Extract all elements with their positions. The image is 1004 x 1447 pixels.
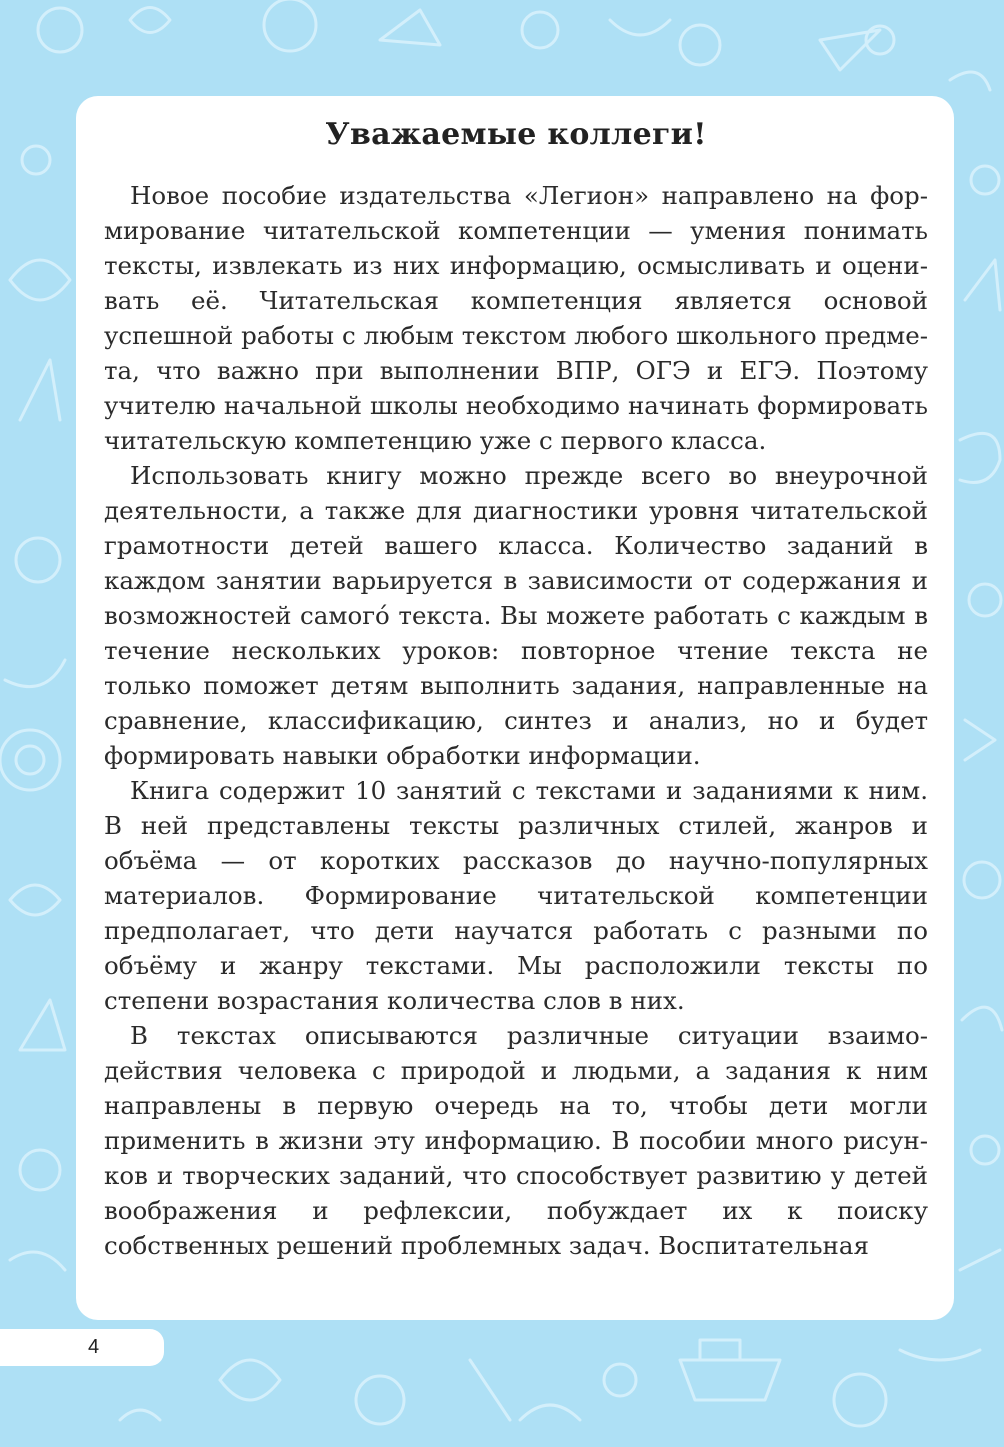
paragraph-intro: Новое пособие издательства «Легион» направлено на формирование читательской компетенции — умения понимать тексты, извлекать из них информацию, осмысливать и оценивать её. Читательская компетенция является основой успешной работы с любым текстом любого школьного предмета, что важно при выполнении ВПР, ОГЭ и ЕГЭ. Поэтому учителю начальной школы необходимо начинать формировать читательскую компетенцию уже с первого класса. — [104, 181, 928, 455]
paragraph-contents: Книга содержит 10 занятий с текстами и заданиями к ним. В ней представлены тексты различных стилей, жанров и объёма — от коротких рассказов до научно-популярных материалов. Формирование читательской компетенции предполагает, что дети научатся работать с разными по объёму и жанру текстами. Мы расположили тексты по степени возрастания количества слов в них. — [104, 776, 928, 1015]
page-title: Уважаемые коллеги! — [325, 117, 707, 152]
content-card — [76, 96, 954, 1320]
paragraph-usage: Использовать книгу можно прежде всего во внеурочной деятельности, а также для диагностики уровня читательской грамотности детей вашего класса. Количество заданий в каждом занятии варьируется в зависимости от содержания и возможностей самого́ текста. Вы можете работать с каждым в течение нескольких уроков: повторное чтение текста не только поможет детям выполнить задания, направленные на сравнение, классификацию, синтез и анализ, но и будет формировать навыки обработки информации. — [104, 461, 928, 770]
page-number-tab — [0, 1329, 164, 1366]
paragraph-texts: В текстах описываются различные ситуации взаимодействия человека с природой и людьми, а задания к ним направлены в первую очередь на то, чтобы дети могли применить в жизни эту информацию. В пособии много рисунков и творческих заданий, что способствует развитию у детей воображения и рефлексии, побуждает их к поиску собственных решений проблемных задач. Воспитательная — [104, 1021, 928, 1260]
page-number: 4 — [88, 1336, 100, 1358]
